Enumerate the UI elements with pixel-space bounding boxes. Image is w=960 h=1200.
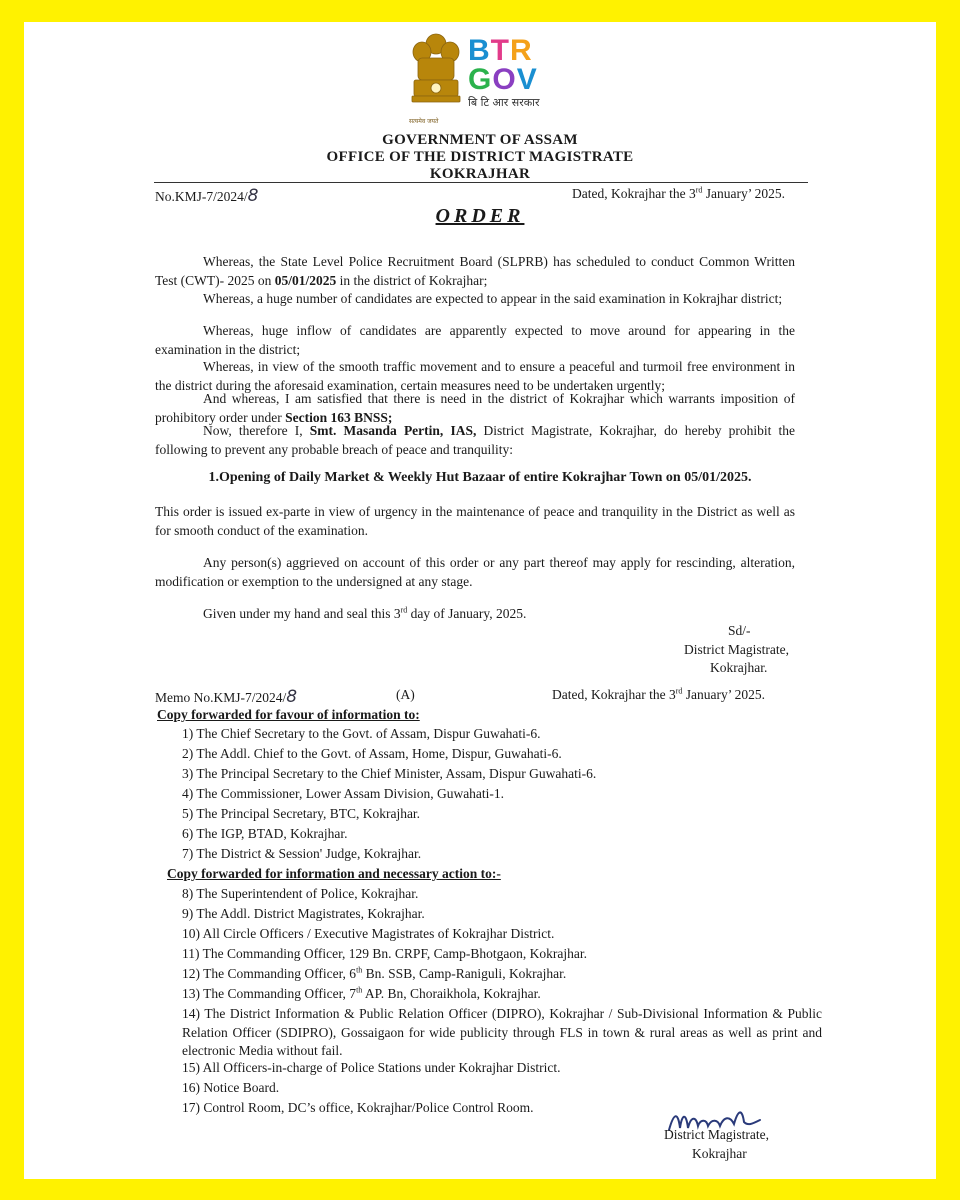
p1-date: 05/01/2025 <box>274 272 337 288</box>
memo-date-text: Dated, Kokrajhar the 3 <box>552 687 676 702</box>
prohibition-item: 1.Opening of Daily Market & Weekly Hut Bazaar of entire Kokrajhar Town on 05/01/2025. <box>208 470 752 485</box>
header-government: GOVERNMENT OF ASSAM <box>382 132 578 148</box>
paragraph-1 <box>155 253 795 290</box>
document-page <box>24 22 936 1179</box>
list-item-12-sup: th <box>356 965 363 975</box>
order-number <box>155 186 258 206</box>
p4-text: Whereas, in view of the smooth traffic movement and to ensure a peaceful and turmoil free environment in the district during the aforesaid examination, certain measures need to be undertaken urgently; <box>155 359 795 393</box>
order-number-handwritten: 8 <box>247 186 259 206</box>
list-item: 5) The Principal Secretary, BTC, Kokrajhar. <box>182 806 421 821</box>
p6-text-end: District Magistrate, Kokrajhar, do hereby prohibit the following to prevent any probable breach of peace and tranquility: <box>155 423 795 457</box>
btr-gov-logo <box>468 36 538 94</box>
order-number-text: No.KMJ-7/2024/ <box>155 189 248 204</box>
logo-hindi-text: बि टि आर सरकार <box>468 96 540 109</box>
list-item: 7) The District & Session' Judge, Kokrajhar. <box>182 846 422 861</box>
list-item: 2) The Addl. Chief to the Govt. of Assam, Home, Dispur, Guwahati-6. <box>182 746 562 761</box>
paragraph-6 <box>155 422 795 459</box>
order-date <box>572 186 785 202</box>
list-item <box>182 986 541 1002</box>
list-item: 1) The Chief Secretary to the Govt. of Assam, Dispur Guwahati-6. <box>182 726 541 741</box>
p9-text: Given under my hand and seal this 3 <box>203 606 401 621</box>
p6-text: Now, therefore I, <box>203 423 310 438</box>
p6-name: Smt. Masanda Pertin, IAS, <box>309 423 477 438</box>
list-item: 14) The District Information & Public Relation Officer (DIPRO), Kokrajhar / Sub-Divisional Information & Public Relation Officer (SDIPRO), Gossaigaon for wide publicity through FLS in town & rural areas as well as print and electronic Media without fail. <box>182 1006 822 1058</box>
sig1-place: Kokrajhar. <box>710 660 768 675</box>
list-item: 17) Control Room, DC’s office, Kokrajhar/Police Control Room. <box>182 1100 534 1115</box>
memo-number-text: Memo No.KMJ-7/2024/ <box>155 690 287 705</box>
list-item: 9) The Addl. District Magistrates, Kokrajhar. <box>182 906 425 921</box>
header-divider <box>154 182 808 183</box>
memo-number-handwritten: 8 <box>286 687 298 707</box>
paragraph-3 <box>155 322 795 359</box>
order-date-suffix: January’ 2025. <box>702 186 785 201</box>
copy-heading-action: Copy forwarded for information and necessary action to:- <box>167 866 501 881</box>
p9-sup: rd <box>400 605 408 615</box>
order-date-sup: rd <box>695 185 703 195</box>
header-place: KOKRAJHAR <box>429 166 531 182</box>
list-item: 6) The IGP, BTAD, Kokrajhar. <box>182 826 348 841</box>
p1-text-end: in the district of Kokrajhar; <box>336 272 488 288</box>
sig2-place: Kokrajhar <box>692 1145 747 1161</box>
list-item-13-sup: th <box>356 985 363 995</box>
sd-text: Sd/- <box>728 623 751 638</box>
p5-text: And whereas, I am satisfied that there is need in the district of Kokrajhar which warrants imposition of prohibitory order under <box>155 391 795 425</box>
list-item-13-text: 13) The Commanding Officer, 7 <box>182 986 357 1001</box>
list-item: 10) All Circle Officers / Executive Magistrates of Kokrajhar District. <box>182 926 555 941</box>
state-emblem-icon <box>408 30 464 122</box>
order-title: ORDER <box>435 205 525 227</box>
list-item: 8) The Superintendent of Police, Kokrajhar. <box>182 886 419 901</box>
paragraph-2 <box>155 290 795 309</box>
paragraph-8 <box>155 554 795 591</box>
list-item: 16) Notice Board. <box>182 1080 280 1095</box>
p2-text: Whereas, a huge number of candidates are expected to appear in the said examination in Kokrajhar district; <box>203 291 783 306</box>
memo-suffix: (A) <box>396 687 415 702</box>
copy-heading-information: Copy forwarded for favour of information to: <box>157 707 420 722</box>
paragraph-9 <box>155 605 795 624</box>
p3-text: Whereas, huge inflow of candidates are apparently expected to move around for appearing in the examination in the district; <box>155 323 795 357</box>
p1-text: Whereas, the State Level Police Recruitment Board (SLPRB) has scheduled to conduct Common Written Test (CWT)- 2025 on <box>155 254 795 288</box>
memo-date-sup: rd <box>675 686 683 696</box>
p7-text: This order is issued ex-parte in view of urgency in the maintenance of peace and tranquility in the District as well as for smooth conduct of the examination. <box>155 504 795 538</box>
paragraph-7 <box>155 503 795 540</box>
logo-line-1: BTR <box>468 34 533 67</box>
sig2-title: District Magistrate, <box>664 1127 769 1142</box>
sig1-title: District Magistrate, <box>684 641 789 657</box>
emblem-motto: सत्यमेव जयते <box>409 118 439 125</box>
list-item <box>182 966 566 982</box>
list-item: 4) The Commissioner, Lower Assam Division, Guwahati-1. <box>182 786 505 801</box>
memo-date-suffix: January’ 2025. <box>682 687 765 702</box>
signature-block-1 <box>684 622 789 678</box>
list-item: 11) The Commanding Officer, 129 Bn. CRPF, Camp-Bhotgaon, Kokrajhar. <box>182 946 587 961</box>
logo-line-2: GOV <box>468 63 538 96</box>
header-office: OFFICE OF THE DISTRICT MAGISTRATE <box>326 149 634 165</box>
order-date-text: Dated, Kokrajhar the 3 <box>572 186 696 201</box>
list-item-12-text: 12) The Commanding Officer, 6 <box>182 966 357 981</box>
memo-date <box>552 687 765 703</box>
list-item: 15) All Officers-in-charge of Police Stations under Kokrajhar District. <box>182 1060 561 1075</box>
p8-text: Any person(s) aggrieved on account of this order or any part thereof may apply for rescinding, alteration, modification or exemption to the undersigned at any stage. <box>155 555 795 589</box>
memo-number <box>155 687 297 707</box>
list-item-13-end: AP. Bn, Choraikhola, Kokrajhar. <box>362 986 541 1001</box>
list-item: 3) The Principal Secretary to the Chief Minister, Assam, Dispur Guwahati-6. <box>182 766 597 781</box>
list-item-12-end: Bn. SSB, Camp-Raniguli, Kokrajhar. <box>362 966 567 981</box>
p5-section: Section 163 BNSS; <box>285 409 393 425</box>
p9-text-end: day of January, 2025. <box>407 606 527 621</box>
signature-block-2 <box>664 1126 769 1163</box>
